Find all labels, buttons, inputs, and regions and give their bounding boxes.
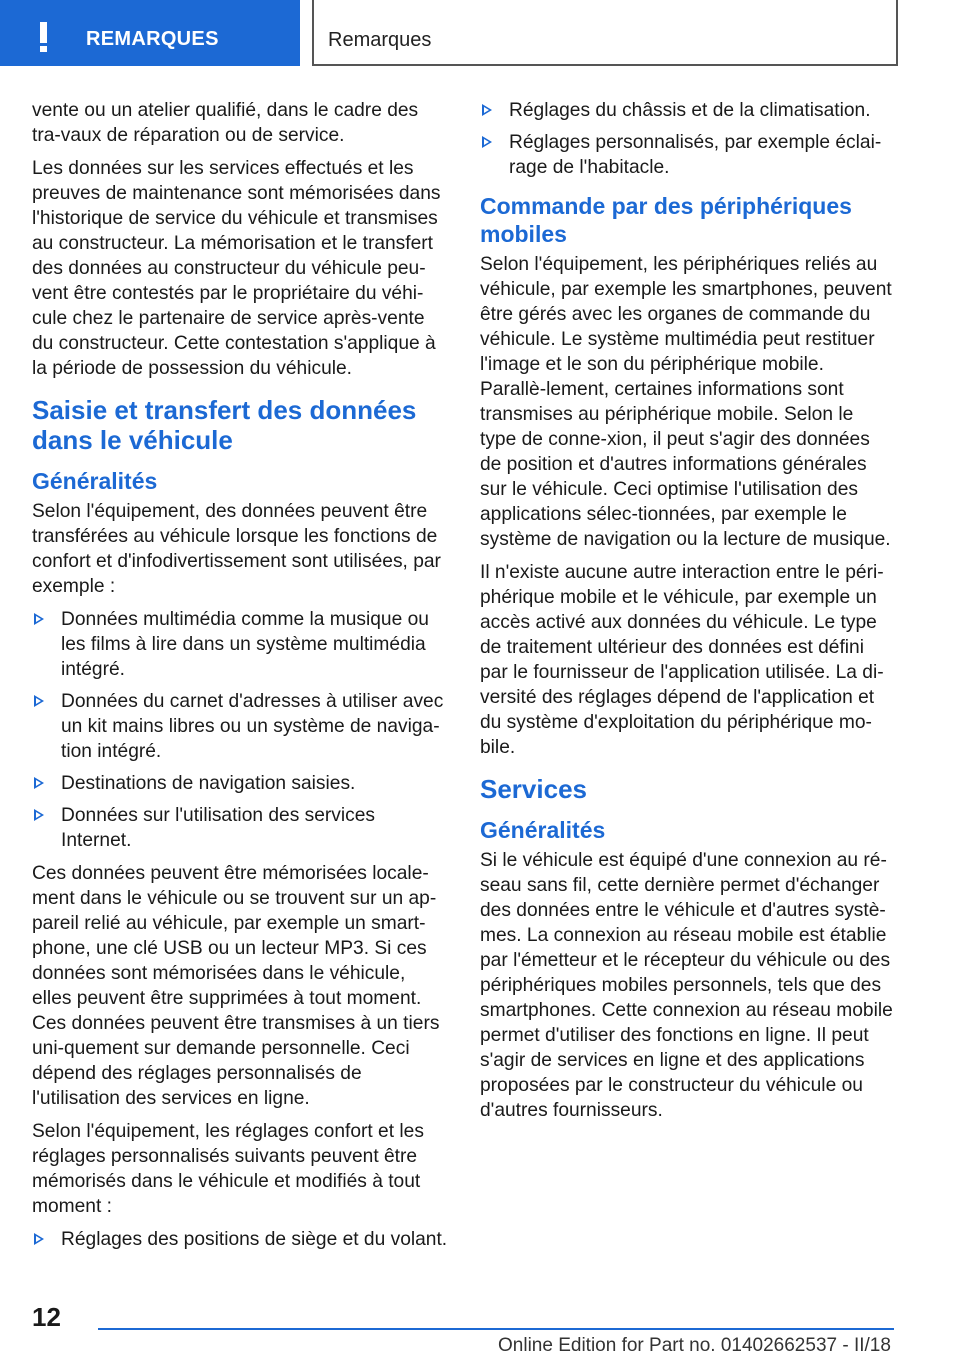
- triangle-bullet-icon: [34, 1233, 44, 1245]
- exclamation-icon: [40, 22, 48, 52]
- triangle-bullet-icon: [482, 104, 492, 116]
- paragraph: Selon l'équipement, les périphériques reliés au véhicule, par exemple les smartphones, peuvent être gérés avec les organes de commande du véhicule. Le système multimédia peut restituer l'image et le son du périphérique mobile. Parallè‐lement, certaines informations sont transmises au périphérique mobile. Selon le type de conne‐xion, il peut s'agir des données de position et d'autres informations générales sur le véhicule. Ceci optimise l'utilisation des applications sélec‐tionnées, par exemple le système de navigation ou la lecture de musique.: [480, 254, 892, 550]
- paragraph: Les données sur les services effectués et les preuves de maintenance sont mémorisées dans l'historique de service du véhicule et transmises au constructeur. La mémorisation et le transfert des données au constructeur du véhicule peu‐vent être contestés par le propriétaire du véhi‐cule chez le partenaire de service après-vente du constructeur. Cette contestation s'applique à la période de possession du véhicule.: [32, 158, 441, 379]
- bullet-list: [32, 607, 448, 853]
- list-item-text: Données sur l'utilisation des services Internet.: [61, 805, 376, 851]
- header-tabs: [0, 0, 960, 66]
- list-item-text: Réglages des positions de siège et du volant.: [61, 1229, 448, 1250]
- list-item: [480, 130, 894, 180]
- list-item-text: Réglages du châssis et de la climatisation.: [509, 100, 871, 121]
- subsection-heading: Généralités: [480, 817, 606, 843]
- list-item: [32, 689, 448, 764]
- section-heading: Saisie et transfert des données dans le véhicule: [32, 395, 417, 455]
- section-tab-label: Remarques: [328, 29, 432, 51]
- list-item: [32, 771, 448, 796]
- paragraph: Selon l'équipement, les réglages confort et les réglages personnalisés suivants peuvent être mémorisés dans le véhicule et modifiés à tout moment :: [32, 1121, 424, 1217]
- tab-remarques[interactable]: [0, 0, 300, 66]
- triangle-bullet-icon: [482, 136, 492, 148]
- triangle-bullet-icon: [34, 777, 44, 789]
- triangle-bullet-icon: [34, 809, 44, 821]
- tab-remarques-label: REMARQUES: [86, 28, 219, 50]
- subsection-heading: Généralités: [32, 468, 158, 494]
- section-heading: Services: [480, 774, 587, 804]
- bullet-list: [32, 1227, 448, 1252]
- triangle-bullet-icon: [34, 613, 44, 625]
- list-item: [32, 1227, 448, 1252]
- list-item: [480, 98, 894, 123]
- tab-section-remarques[interactable]: [312, 0, 898, 66]
- right-column: [480, 98, 894, 1131]
- paragraph: Ces données peuvent être mémorisées locale‐ment dans le véhicule ou se trouvent sur un ap‐pareil relié au véhicule, par exemple un smart‐phone, une clé USB ou un lecteur MP3. Si ces données sont mémorisées dans le véhicule, elles peuvent être supprimées à tout moment. Ces données peuvent être transmises à un tiers uni‐quement sur demande personnelle. Ceci dépend des réglages personnalisés de l'utilisation des services en ligne.: [32, 863, 440, 1109]
- bullet-list: [480, 98, 894, 180]
- list-item-text: Réglages personnalisés, par exemple éclai‐rage de l'habitacle.: [509, 132, 882, 178]
- list-item-text: Données multimédia comme la musique ou les films à lire dans un système multimédia intégré.: [61, 609, 429, 680]
- edition-footer: Online Edition for Part no. 01402662537 - II/18: [498, 1335, 891, 1356]
- left-column: [32, 98, 448, 1260]
- list-item: [32, 607, 448, 682]
- list-item-text: Données du carnet d'adresses à utiliser avec un kit mains libres ou un système de naviga‐tion intégré.: [61, 691, 444, 762]
- list-item: [32, 803, 448, 853]
- paragraph: Il n'existe aucune autre interaction entre le péri‐phérique mobile et le véhicule, par exemple un accès activé aux données du véhicule. Le type de traitement ultérieur des données est défini par le fournisseur de l'application utilisée. La di‐versité des réglages dépend de l'application et du système d'exploitation du périphérique mo‐bile.: [480, 562, 884, 758]
- list-item-text: Destinations de navigation saisies.: [61, 773, 356, 794]
- page-number: 12: [32, 1302, 61, 1332]
- paragraph: Si le véhicule est équipé d'une connexion au ré‐seau sans fil, cette dernière permet d'échanger des données entre le véhicule et d'autres systè‐mes. La connexion au réseau mobile est établie par l'émetteur et le récepteur du véhicule ou des périphériques mobiles personnels, tels que des smartphones. Cette connexion au réseau mobile permet d'utiliser des fonctions en ligne. Il peut s'agir de services en ligne et des applications proposées par le constructeur du véhicule ou d'autres fournisseurs.: [480, 850, 893, 1121]
- triangle-bullet-icon: [34, 695, 44, 707]
- subsection-heading: Commande par des périphériques mobiles: [480, 193, 852, 247]
- paragraph: vente ou un atelier qualifié, dans le cadre des tra‐vaux de réparation ou de service.: [32, 100, 419, 146]
- footer-divider: [98, 1328, 894, 1330]
- paragraph: Selon l'équipement, des données peuvent être transférées au véhicule lorsque les fonctions de confort et d'infodivertissement sont utilisées, par exemple :: [32, 501, 441, 597]
